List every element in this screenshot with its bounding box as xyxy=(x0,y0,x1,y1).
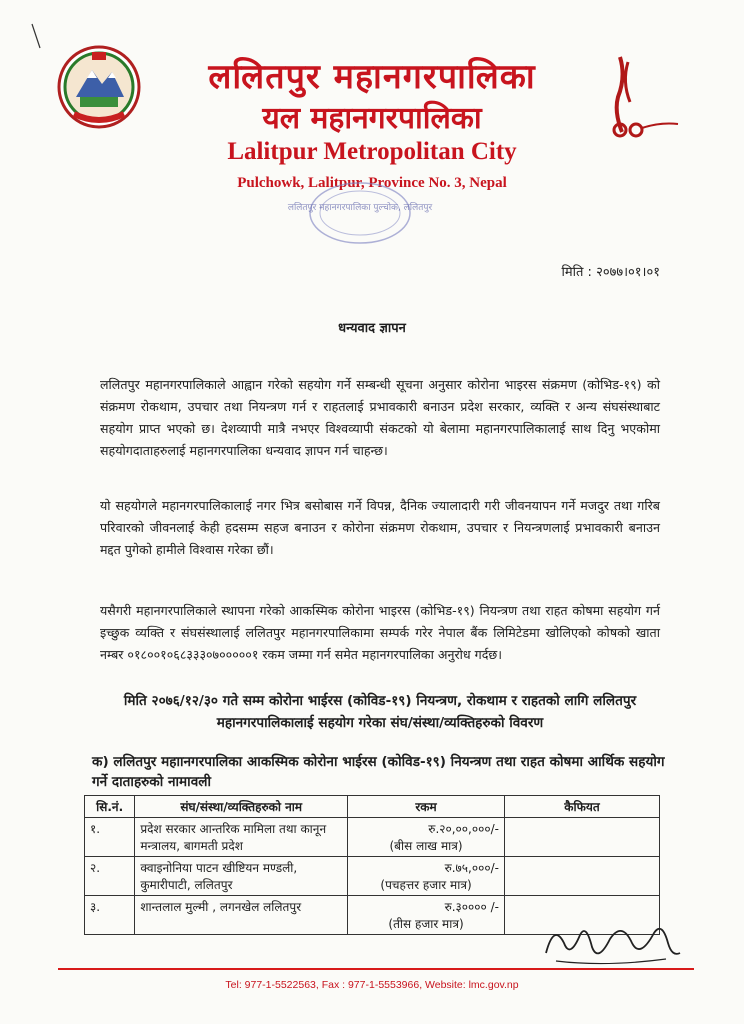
cell-sn: ३. xyxy=(85,896,135,935)
header-address: Pulchowk, Lalitpur, Province No. 3, Nepal xyxy=(237,175,507,191)
stamp-text: ललितपुर महानगरपालिका पुल्चोक, ललितपुर xyxy=(287,203,433,213)
paragraph-1: ललितपुर महानगरपालिकाले आह्वान गरेको सहयोग गर्ने सम्बन्धी सूचना अनुसार कोरोना भाइरस संक्रमण (कोभिड-१९) को संक्रमण रोकथाम, उपचार तथा नियन्त्रण गर्न र राहतलाई प्रभावकारी बनाउन प्रदेश सरकार, व्यक्ति र अन्य संघसंस्थाबाट सहयोग प्राप्त भएको छ। देशव्यापी मात्रै नभएर विश्वव्यापी संकटको यो बेलामा महानगरपालिकालाई साथ दिनु भएकोमा सहयोगदाताहरुलाई महानगरपालिका धन्यवाद ज्ञापन गर्न चाहन्छ। xyxy=(100,377,660,458)
amount-words: (पचहत्तर हजार मात्र) xyxy=(380,878,472,892)
office-stamp xyxy=(287,178,433,248)
signature xyxy=(536,913,686,973)
paragraph-3: यसैगरी महानगरपालिकाले स्थापना गरेको आकस्मिक कोरोना भाइरस (कोभिड-१९) नियन्त्रण तथा राहत कोषमा सहयोग गर्न इच्छुक व्यक्ति र संघसंस्थालाई ललितपुर महानगरपालिकामा सम्पर्क गरेर नेपाल बैंक लिमिटेडमा खोलिएको कोषको खाता नम्बर ०१८००१०६८३३३०७०००००१ रकम जम्मा गर्न समेत महानगरपालिका अनुरोध गर्दछ। xyxy=(100,603,660,662)
cell-sn: २. xyxy=(85,857,135,896)
section-a-heading: क) ललितपुर महाानगरपालिका आकस्मिक कोरोना भाईरस (कोविड-१९) नियन्त्रण तथा राहत कोषमा आर्थिक सहयोग गर्ने दाताहरुको नामावली xyxy=(92,754,665,790)
header-name-newari: यल महानगरपालिका xyxy=(262,101,482,136)
amount-figure: रु.२०,००,०००/- xyxy=(428,822,499,836)
header-name-nepali: ललितपुर महानगरपालिका xyxy=(208,57,536,97)
document-date: मिति : २०७७।०१।०१ xyxy=(561,265,660,280)
amount-figure: रु.७५,०००/- xyxy=(444,861,499,875)
cell-amount xyxy=(348,857,505,896)
amount-figure: रु.३०००० /- xyxy=(444,900,499,914)
col-header-name: संघ/संस्था/व्यक्तिहरुको नाम xyxy=(135,796,348,818)
col-header-remarks: कैफियत xyxy=(504,796,659,818)
table-header-row xyxy=(85,796,660,818)
cell-name: क्वाइनोनिया पाटन खीष्टियन मण्डली, कुमारीपाटी, ललितपुर xyxy=(135,857,348,896)
footer-divider xyxy=(58,968,694,970)
amount-words: (बीस लाख मात्र) xyxy=(389,839,463,853)
cell-name: प्रदेश सरकार आन्तरिक मामिला तथा कानून मन्त्रालय, बागमती प्रदेश xyxy=(135,818,348,857)
cell-sn: १. xyxy=(85,818,135,857)
cell-name: शान्तलाल मुल्मी , लगनखेल ललितपुर xyxy=(135,896,348,935)
pen-mark xyxy=(28,22,48,52)
cell-amount xyxy=(348,818,505,857)
paragraph-2: यो सहयोगले महानगरपालिकालाई नगर भित्र बसोबास गर्ने विपन्न, दैनिक ज्यालादारी गरी जीवनयापन गर्ने मजदुर तथा गरिब परिवारको जीवनलाई केही हदसम्म सहज बनाउन र कोरोना संक्रमण रोकथाम, उपचार र नियन्त्रणलाई प्रभावकारी बनाउन मद्दत पुगेको हामीले विश्वास गरेका छौं। xyxy=(100,498,660,557)
table-row xyxy=(85,857,660,896)
col-header-amount: रकम xyxy=(348,796,505,818)
cell-remarks xyxy=(504,857,659,896)
cell-amount xyxy=(348,896,505,935)
donor-list-heading: मिति २०७६/१२/३० गते सम्म कोरोना भाईरस (कोविड-१९) नियन्त्रण, रोकथाम र राहतको लागि ललितपुर महानगरपालिकालाई सहयोग गरेका संघ/संस्था/व्यक्तिहरुको विवरण xyxy=(123,693,637,731)
cell-remarks xyxy=(504,818,659,857)
document-title: धन्यवाद ज्ञापन xyxy=(338,321,406,336)
header-name-english: Lalitpur Metropolitan City xyxy=(227,138,517,165)
table-row xyxy=(85,818,660,857)
footer-contact: Tel: 977-1-5522563, Fax : 977-1-5553966, Website: lmc.gov.np xyxy=(225,979,519,991)
amount-words: (तीस हजार मात्र) xyxy=(388,917,464,931)
col-header-sn: सि.नं. xyxy=(85,796,135,818)
